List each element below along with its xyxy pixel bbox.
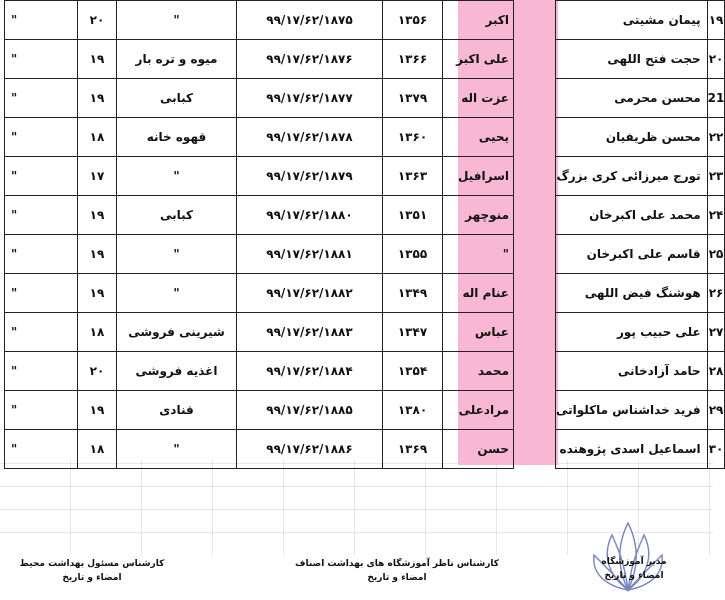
table-row: [5, 391, 514, 430]
first-name-cell: مرادعلی: [443, 391, 514, 430]
first-name-cell: محمد: [443, 352, 514, 391]
grade-cell: ١٩: [78, 391, 117, 430]
school-manager-signature: [584, 555, 684, 583]
certificate-code-cell: ٩٩/١٧/۶٢/١٨٨۴: [237, 352, 383, 391]
row-number-cell: ٢٠: [707, 40, 725, 79]
row-number-cell: ٢۴: [707, 196, 725, 235]
table-row: [5, 235, 514, 274]
certificate-code-cell: ٩٩/١٧/۶٢/١٨٨۶: [237, 430, 383, 469]
full-name-cell: فرید خداشناس ماکلواتی: [556, 391, 708, 430]
certificate-code-cell: ٩٩/١٧/۶٢/١٨٨٠: [237, 196, 383, 235]
first-name-cell: اسرافیل: [443, 157, 514, 196]
birth-year-cell: ١٣۴٩: [383, 274, 443, 313]
row-number-cell: ٣٠: [707, 430, 725, 469]
birth-year-cell: ١٣۵١: [383, 196, 443, 235]
ditto-cell: ": [5, 274, 78, 313]
job-cell: ": [117, 430, 237, 469]
table-row: [5, 1, 514, 40]
right-names-table: [555, 0, 725, 469]
table-row: [5, 352, 514, 391]
job-cell: اغذیه فروشی: [117, 352, 237, 391]
full-name-cell: هوشنگ فیض اللهی: [556, 274, 708, 313]
table-row: [556, 40, 725, 79]
first-name-cell: عزت اله: [443, 79, 514, 118]
table-row: [5, 118, 514, 157]
ditto-cell: ": [5, 313, 78, 352]
ditto-cell: ": [5, 352, 78, 391]
certificate-code-cell: ٩٩/١٧/۶٢/١٨٧٧: [237, 79, 383, 118]
first-name-cell: علی اکبر: [443, 40, 514, 79]
certificate-code-cell: ٩٩/١٧/۶٢/١٨٨٢: [237, 274, 383, 313]
left-signature-sub: امضاء و تاریخ: [62, 573, 122, 583]
row-number-cell: ٢۵: [707, 235, 725, 274]
table-row: [556, 196, 725, 235]
certificate-code-cell: ٩٩/١٧/۶٢/١٨٧٨: [237, 118, 383, 157]
grade-cell: ١٨: [78, 430, 117, 469]
full-name-cell: محسن ظریفیان: [556, 118, 708, 157]
job-cell: کبابی: [117, 196, 237, 235]
ditto-cell: ": [5, 235, 78, 274]
birth-year-cell: ١٣۵۴: [383, 352, 443, 391]
birth-year-cell: ١٣۶٩: [383, 430, 443, 469]
certificate-code-cell: ٩٩/١٧/۶٢/١٨٨٣: [237, 313, 383, 352]
table-row: [556, 274, 725, 313]
full-name-cell: محسن محرمی: [556, 79, 708, 118]
table-row: [556, 118, 725, 157]
table-row: [556, 391, 725, 430]
table-row: [556, 235, 725, 274]
row-number-cell: 21: [707, 79, 725, 118]
right-signature-sub: امضاء و تاریخ: [604, 571, 664, 581]
row-number-cell: ٢٢: [707, 118, 725, 157]
environment-health-officer-signature: [12, 557, 172, 585]
certificate-code-cell: ٩٩/١٧/۶٢/١٨٧٩: [237, 157, 383, 196]
first-name-cell: اکبر: [443, 1, 514, 40]
ditto-cell: ": [5, 157, 78, 196]
certificate-code-cell: ٩٩/١٧/۶٢/١٨٨١: [237, 235, 383, 274]
table-row: [5, 79, 514, 118]
grade-cell: ١٧: [78, 157, 117, 196]
first-name-cell: حسن: [443, 430, 514, 469]
row-number-cell: ١٩: [707, 1, 725, 40]
row-number-cell: ٢٩: [707, 391, 725, 430]
full-name-cell: قاسم علی اکبرخان: [556, 235, 708, 274]
ditto-cell: ": [5, 430, 78, 469]
table-row: [5, 157, 514, 196]
full-name-cell: حجت فتح اللهی: [556, 40, 708, 79]
job-cell: ": [117, 274, 237, 313]
grade-cell: ١٨: [78, 118, 117, 157]
first-name-cell: عنام اله: [443, 274, 514, 313]
row-number-cell: ٢٣: [707, 157, 725, 196]
grade-cell: ١٨: [78, 313, 117, 352]
ditto-cell: ": [5, 79, 78, 118]
row-number-cell: ٢۶: [707, 274, 725, 313]
full-name-cell: محمد علی اکبرخان: [556, 196, 708, 235]
ditto-cell: ": [5, 196, 78, 235]
grade-cell: ١٩: [78, 40, 117, 79]
certificate-code-cell: ٩٩/١٧/۶٢/١٨٧۶: [237, 40, 383, 79]
grade-cell: ٢٠: [78, 352, 117, 391]
job-cell: ": [117, 157, 237, 196]
job-cell: ": [117, 1, 237, 40]
ditto-cell: ": [5, 1, 78, 40]
table-row: [556, 1, 725, 40]
birth-year-cell: ١٣۵۵: [383, 235, 443, 274]
row-number-cell: ٢٧: [707, 313, 725, 352]
full-name-cell: پیمان مشیتی: [556, 1, 708, 40]
full-name-cell: اسماعیل اسدی پژوهنده: [556, 430, 708, 469]
job-cell: میوه و تره بار: [117, 40, 237, 79]
ditto-cell: ": [5, 391, 78, 430]
grade-cell: ٢٠: [78, 1, 117, 40]
birth-year-cell: ١٣٧٩: [383, 79, 443, 118]
birth-year-cell: ١٣۵۶: [383, 1, 443, 40]
supervisor-signature: [292, 557, 502, 585]
table-row: [5, 313, 514, 352]
mid-signature-sub: امضاء و تاریخ: [367, 573, 427, 583]
job-cell: قهوه خانه: [117, 118, 237, 157]
job-cell: شیرینی فروشی: [117, 313, 237, 352]
first-name-cell: منوچهر: [443, 196, 514, 235]
grade-cell: ١٩: [78, 79, 117, 118]
table-row: [556, 313, 725, 352]
table-row: [556, 157, 725, 196]
grade-cell: ١٩: [78, 196, 117, 235]
full-name-cell: علی حبیب پور: [556, 313, 708, 352]
birth-year-cell: ١٣٨٠: [383, 391, 443, 430]
job-cell: کبابی: [117, 79, 237, 118]
mid-signature-title: کارشناس ناظر آموزشگاه های بهداشت اصناف: [294, 559, 500, 569]
ditto-cell: ": [5, 40, 78, 79]
first-name-cell: ": [443, 235, 514, 274]
certificate-code-cell: ٩٩/١٧/۶٢/١٨٨۵: [237, 391, 383, 430]
ditto-cell: ": [5, 118, 78, 157]
full-name-cell: تورج میرزائی کری بزرگ: [556, 157, 708, 196]
job-cell: ": [117, 235, 237, 274]
birth-year-cell: ١٣۶٠: [383, 118, 443, 157]
left-data-table: [4, 0, 514, 469]
birth-year-cell: ١٣۶٣: [383, 157, 443, 196]
first-name-cell: عباس: [443, 313, 514, 352]
first-name-cell: یحیی: [443, 118, 514, 157]
job-cell: قنادی: [117, 391, 237, 430]
full-name-cell: حامد آزادخانی: [556, 352, 708, 391]
birth-year-cell: ١٣۴٧: [383, 313, 443, 352]
certificate-code-cell: ٩٩/١٧/۶٢/١٨٧۵: [237, 1, 383, 40]
grade-cell: ١٩: [78, 274, 117, 313]
grade-cell: ١٩: [78, 235, 117, 274]
table-row: [5, 40, 514, 79]
table-row: [556, 79, 725, 118]
right-signature-title: مدیر آموزشگاه: [601, 557, 667, 567]
table-row: [556, 430, 725, 469]
table-row: [5, 196, 514, 235]
row-number-cell: ٢٨: [707, 352, 725, 391]
table-row: [556, 352, 725, 391]
birth-year-cell: ١٣۶۶: [383, 40, 443, 79]
left-signature-title: کارشناس مسئول بهداشت محیط: [19, 559, 165, 569]
table-row: [5, 430, 514, 469]
table-row: [5, 274, 514, 313]
